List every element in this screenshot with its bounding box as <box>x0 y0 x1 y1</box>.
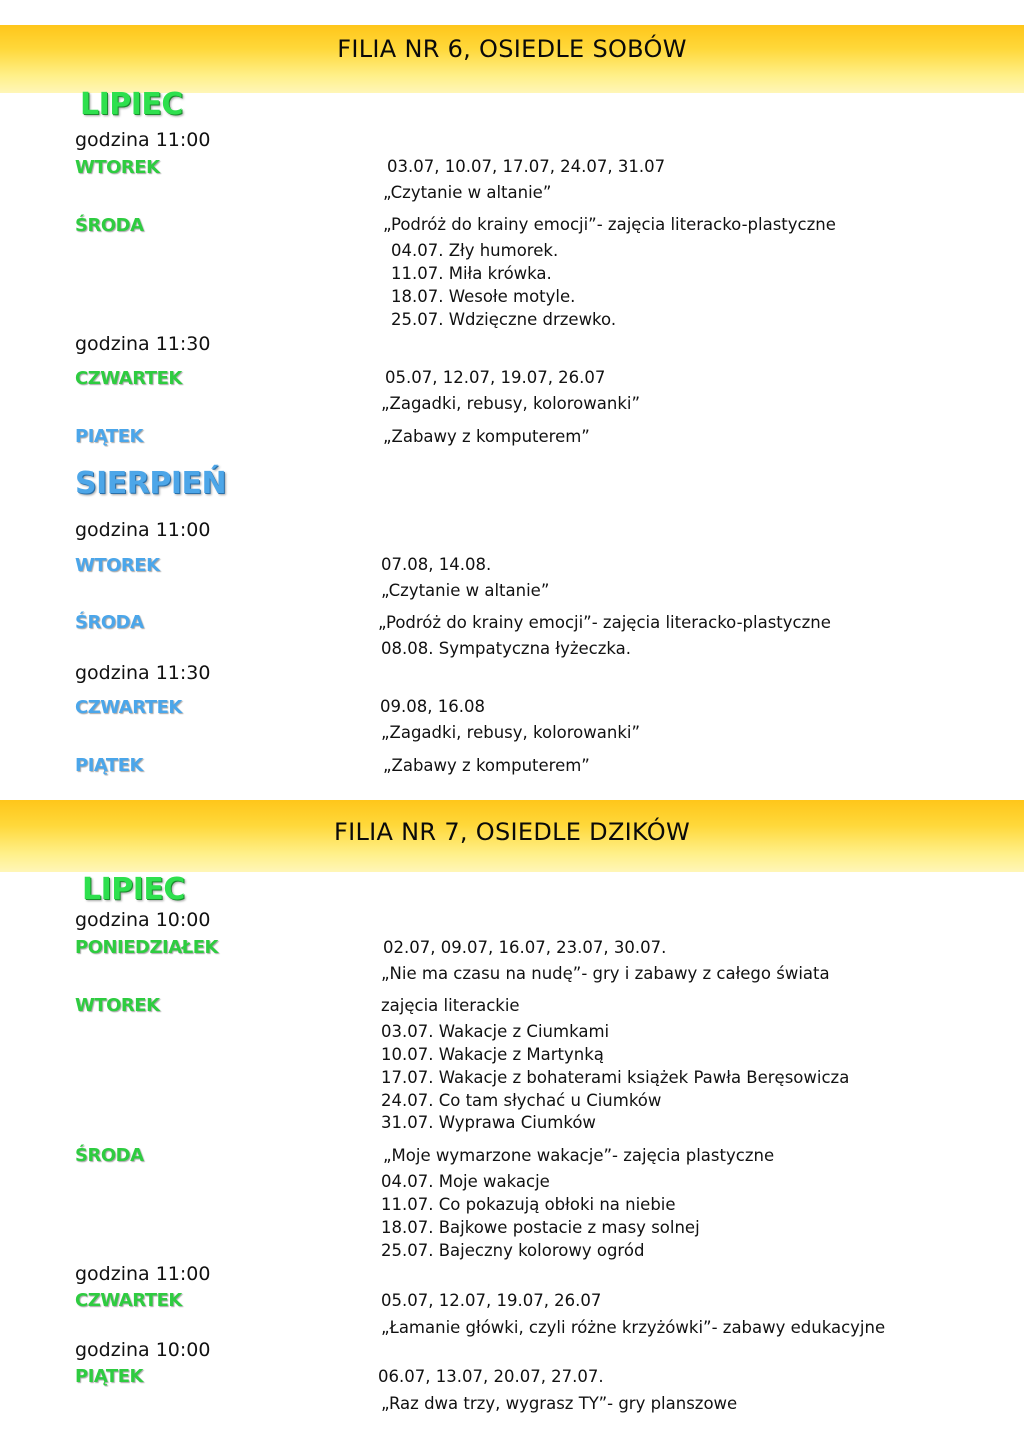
filia6-banner <box>0 25 1024 93</box>
filia6-sierpien-sroda-day: ŚRODA <box>75 612 144 633</box>
filia6-sierpien-piatek-day: PIĄTEK <box>75 755 143 776</box>
filia7-banner <box>0 800 1024 872</box>
filia7-lipiec-czwartek-day: CZWARTEK <box>75 1290 182 1311</box>
filia7-lipiec-wtorek-item: 31.07. Wyprawa Ciumków <box>381 1113 596 1132</box>
filia7-lipiec-piatek-title: „Raz dwa trzy, wygrasz TY”- gry planszowe <box>381 1394 738 1413</box>
filia7-lipiec-hour-a: godzina 10:00 <box>75 909 211 931</box>
filia7-lipiec-wtorek-item: 10.07. Wakacje z Martynką <box>381 1045 604 1064</box>
filia7-lipiec-piatek-day: PIĄTEK <box>75 1366 143 1387</box>
filia6-lipiec-sroda-title: „Podróż do krainy emocji”- zajęcia literacko-plastyczne <box>383 215 836 234</box>
filia7-lipiec-wtorek-item: 03.07. Wakacje z Ciumkami <box>381 1022 610 1041</box>
filia7-lipiec-sroda-title: „Moje wymarzone wakacje”- zajęcia plastyczne <box>383 1146 775 1165</box>
filia7-lipiec-sroda-item: 11.07. Co pokazują obłoki na niebie <box>381 1195 676 1214</box>
filia7-lipiec-poniedzialek-day: PONIEDZIAŁEK <box>75 937 218 958</box>
filia7-lipiec-sroda-item: 04.07. Moje wakacje <box>381 1172 550 1191</box>
filia6-sierpien-hour-a: godzina 11:00 <box>75 519 211 541</box>
filia7-lipiec-piatek-dates: 06.07, 13.07, 20.07, 27.07. <box>378 1367 604 1386</box>
filia6-lipiec-sroda-item: 18.07. Wesołe motyle. <box>391 287 576 306</box>
filia6-sierpien-czwartek-dates: 09.08, 16.08 <box>380 697 485 716</box>
filia7-lipiec-czwartek-dates: 05.07, 12.07, 19.07, 26.07 <box>381 1291 602 1310</box>
filia6-lipiec-czwartek-day: CZWARTEK <box>75 368 182 389</box>
filia7-lipiec-wtorek-day: WTOREK <box>75 995 160 1016</box>
filia6-lipiec-hour-b: godzina 11:30 <box>75 333 211 355</box>
filia7-lipiec-wtorek-item: 17.07. Wakacje z bohaterami książek Pawła Beręsowicza <box>381 1068 850 1087</box>
filia7-lipiec-hour-b: godzina 11:00 <box>75 1263 211 1285</box>
filia6-sierpien-wtorek-title: „Czytanie w altanie” <box>381 581 550 600</box>
filia6-lipiec-czwartek-title: „Zagadki, rebusy, kolorowanki” <box>381 394 641 413</box>
filia6-lipiec-piatek-title: „Zabawy z komputerem” <box>383 427 590 446</box>
filia6-lipiec-sroda-item: 04.07. Zły humorek. <box>391 241 559 260</box>
filia7-lipiec-sroda-day: ŚRODA <box>75 1145 144 1166</box>
filia6-lipiec-czwartek-dates: 05.07, 12.07, 19.07, 26.07 <box>385 368 606 387</box>
filia6-lipiec-hour-a: godzina 11:00 <box>75 129 211 151</box>
filia7-lipiec-wtorek-title: zajęcia literackie <box>381 996 520 1015</box>
filia6-sierpien-hour-b: godzina 11:30 <box>75 662 211 684</box>
filia6-lipiec-wtorek-day: WTOREK <box>75 157 160 178</box>
filia6-lipiec-sroda-item: 11.07. Miła krówka. <box>391 264 552 283</box>
filia6-sierpien-czwartek-title: „Zagadki, rebusy, kolorowanki” <box>381 723 641 742</box>
filia7-lipiec-month: LIPIEC <box>82 872 185 907</box>
filia6-lipiec-piatek-day: PIĄTEK <box>75 426 143 447</box>
filia7-lipiec-poniedzialek-dates: 02.07, 09.07, 16.07, 23.07, 30.07. <box>383 938 667 957</box>
filia7-lipiec-wtorek-item: 24.07. Co tam słychać u Ciumków <box>381 1091 662 1110</box>
filia7-lipiec-poniedzialek-title: „Nie ma czasu na nudę”- gry i zabawy z całego świata <box>381 964 830 983</box>
filia6-sierpien-month: SIERPIEŃ <box>75 466 227 501</box>
filia6-lipiec-sroda-item: 25.07. Wdzięczne drzewko. <box>391 310 617 329</box>
filia6-sierpien-wtorek-day: WTOREK <box>75 555 160 576</box>
filia6-sierpien-piatek-title: „Zabawy z komputerem” <box>383 756 590 775</box>
filia6-sierpien-sroda-title: „Podróż do krainy emocji”- zajęcia literacko-plastyczne <box>378 613 831 632</box>
filia6-sierpien-czwartek-day: CZWARTEK <box>75 697 182 718</box>
filia6-lipiec-month: LIPIEC <box>80 87 183 122</box>
filia7-lipiec-sroda-item: 25.07. Bajeczny kolorowy ogród <box>381 1241 645 1260</box>
filia6-lipiec-wtorek-title: „Czytanie w altanie” <box>383 183 552 202</box>
filia6-sierpien-wtorek-dates: 07.08, 14.08. <box>381 555 492 574</box>
filia6-lipiec-sroda-day: ŚRODA <box>75 215 144 236</box>
filia7-title: FILIA NR 7, OSIEDLE DZIKÓW <box>333 818 691 846</box>
filia6-sierpien-sroda-item: 08.08. Sympatyczna łyżeczka. <box>381 639 632 658</box>
filia7-lipiec-czwartek-title: „Łamanie główki, czyli różne krzyżówki”- zabawy edukacyjne <box>381 1318 886 1337</box>
filia7-lipiec-sroda-item: 18.07. Bajkowe postacie z masy solnej <box>381 1218 700 1237</box>
filia7-lipiec-hour-c: godzina 10:00 <box>75 1339 211 1361</box>
filia6-title: FILIA NR 6, OSIEDLE SOBÓW <box>337 35 687 63</box>
filia6-lipiec-wtorek-dates: 03.07, 10.07, 17.07, 24.07, 31.07 <box>387 157 666 176</box>
